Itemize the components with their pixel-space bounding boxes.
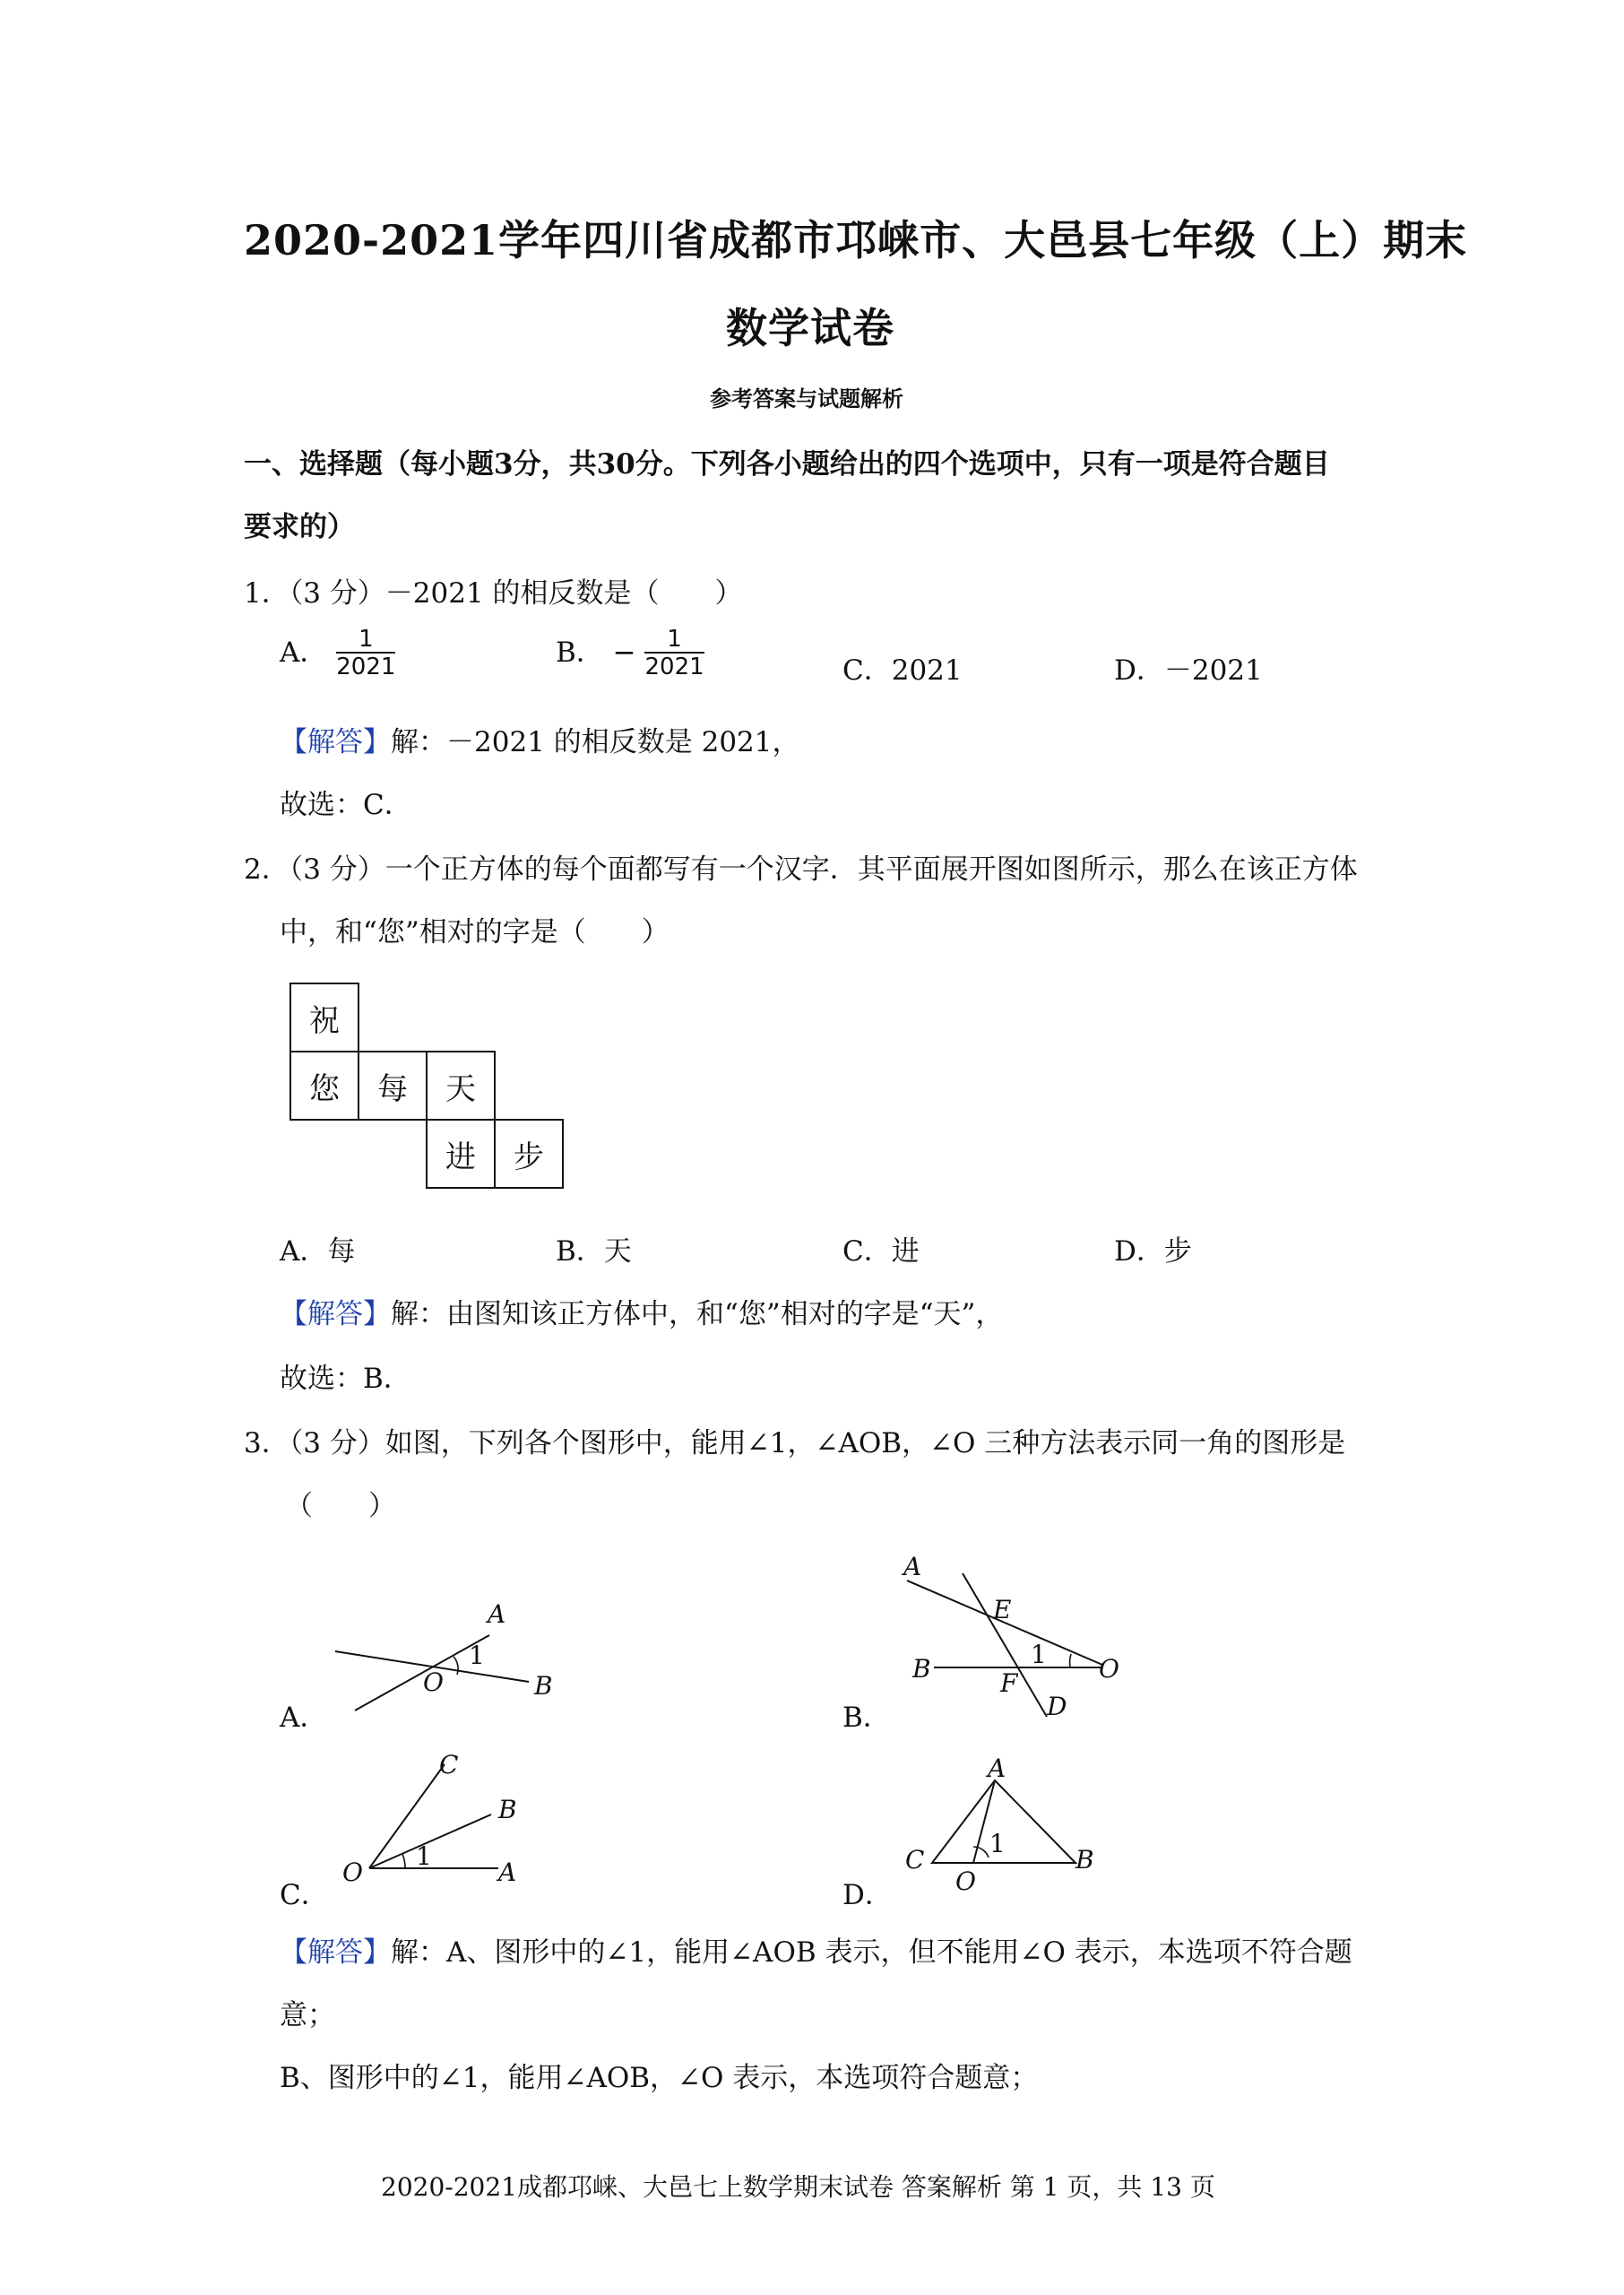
fig-a-angle-arc [454, 1657, 458, 1675]
section-heading-line2: 要求的） [244, 511, 355, 543]
q2-stem-line1: 2．（3 分）一个正方体的每个面都写有一个汉字．其平面展开图如图所示，那么在该正方体 [244, 853, 1358, 886]
q2-stem-line2: 中，和“您”相对的字是（ ） [280, 916, 669, 948]
fig-d-label-a: A [988, 1757, 1006, 1783]
fig-b-label-o: O [1099, 1654, 1119, 1684]
page-title-line1: 2020-2021学年四川省成都市邛崃市、大邑县七年级（上）期末 [244, 216, 1468, 264]
fig-b-label-1: 1 [1031, 1640, 1047, 1669]
net-cell-tian: 天 [426, 1051, 496, 1121]
q3-figure-d [896, 1757, 1111, 1901]
q1-option-a [280, 628, 395, 680]
q3-answer-text: 解：A、图形中的∠1，能用∠AOB 表示，但不能用∠O 表示，本选项不符合题 [391, 1936, 1352, 1969]
q3-figure-a [323, 1578, 592, 1712]
q1-option-b-sign: − [612, 636, 636, 669]
q3-option-a: A． [280, 1702, 328, 1734]
q1-option-a-label: A． [280, 636, 328, 669]
fig-a-label-a: A [488, 1599, 506, 1629]
fig-d-label-1: 1 [989, 1829, 1006, 1858]
q3-option-c: C． [280, 1879, 329, 1911]
q3-stem-line2: （ ） [285, 1490, 396, 1522]
q1-option-b-label: B． [556, 636, 604, 669]
fig-b-label-a: A [903, 1552, 922, 1581]
q2-option-c: C．进 [842, 1235, 920, 1268]
q1-option-b-denominator: 2021 [644, 654, 704, 681]
q1-option-b-fraction [644, 628, 704, 680]
q3-figure-c [332, 1748, 547, 1901]
q3-figure-b [887, 1546, 1138, 1717]
fig-d-label-c: C [905, 1845, 925, 1875]
q2-answer-text: 解：由图知该正方体中，和“您”相对的字是“天”， [391, 1298, 1004, 1330]
fig-d-label-o: O [955, 1866, 976, 1896]
page-footer: 2020-2021成都邛崃、大邑七上数学期末试卷 答案解析 第 1 页，共 13 页 [381, 2172, 1215, 2202]
q1-choice: 故选：C． [280, 789, 412, 821]
page-subtitle: 参考答案与试题解析 [710, 385, 903, 411]
q1-answer [280, 719, 800, 759]
q1-option-d: D．－2021 [1114, 654, 1263, 687]
fig-b-label-d: D [1047, 1692, 1067, 1717]
fig-a-label-1: 1 [469, 1641, 485, 1670]
q3-stem-line1: 3．（3 分）如图，下列各个图形中，能用∠1，∠AOB，∠O 三种方法表示同一角的图形是 [244, 1427, 1346, 1459]
fig-b-angle-arc [1070, 1654, 1071, 1667]
q1-option-a-denominator: 2021 [336, 654, 396, 681]
net-cell-mei: 每 [358, 1051, 428, 1121]
q1-option-a-fraction [336, 628, 395, 680]
net-cell-jin: 进 [426, 1119, 496, 1189]
q1-option-c: C．2021 [842, 654, 963, 687]
q1-answer-text: 解：－2021 的相反数是 2021， [391, 726, 800, 758]
q3-option-d: D． [842, 1879, 893, 1911]
fig-d-label-b: B [1075, 1845, 1094, 1875]
fig-c-label-1: 1 [416, 1841, 432, 1871]
fig-c-label-c: C [439, 1750, 459, 1780]
q3-answer-line1 [280, 1929, 1352, 1970]
fig-c-label-o: O [342, 1858, 363, 1887]
net-cell-zhu: 祝 [289, 983, 359, 1052]
fig-b-label-b: B [912, 1654, 931, 1684]
section-heading-line1: 一、选择题（每小题3分，共30分。下列各小题给出的四个选项中，只有一项是符合题目 [244, 448, 1330, 481]
q2-answer [280, 1291, 1003, 1331]
fig-b-label-f: F [1000, 1668, 1018, 1698]
q2-option-a: A．每 [280, 1235, 356, 1268]
q3-answer-line3: B、图形中的∠1，能用∠AOB，∠O 表示，本选项符合题意； [280, 2062, 1039, 2094]
q1-option-b [556, 628, 704, 680]
page-title-line2: 数学试卷 [726, 304, 894, 352]
q1-option-a-numerator: 1 [358, 626, 374, 653]
q1-option-b-numerator: 1 [667, 626, 682, 653]
fig-c-line-oc [369, 1764, 445, 1868]
fig-c-angle-arc [402, 1854, 405, 1868]
q3-answer-line2: 意； [280, 1999, 335, 2031]
q2-choice: 故选：B． [280, 1363, 411, 1395]
q2-option-b: B．天 [556, 1235, 632, 1268]
q2-answer-tag: 【解答】 [280, 1298, 391, 1330]
fig-a-label-o: O [423, 1667, 444, 1697]
fig-a-label-b: B [534, 1671, 553, 1701]
q1-answer-tag: 【解答】 [280, 726, 391, 758]
net-cell-nin: 您 [289, 1051, 359, 1121]
fig-c-label-b: B [498, 1795, 517, 1824]
q3-answer-tag: 【解答】 [280, 1936, 391, 1969]
q1-stem: 1．（3 分）－2021 的相反数是（ ） [244, 577, 743, 610]
net-cell-bu: 步 [494, 1119, 564, 1189]
fig-b-label-e: E [993, 1595, 1012, 1624]
q3-option-b: B． [842, 1702, 891, 1734]
q2-option-d: D．步 [1114, 1235, 1192, 1268]
fig-c-label-a: A [498, 1858, 517, 1887]
